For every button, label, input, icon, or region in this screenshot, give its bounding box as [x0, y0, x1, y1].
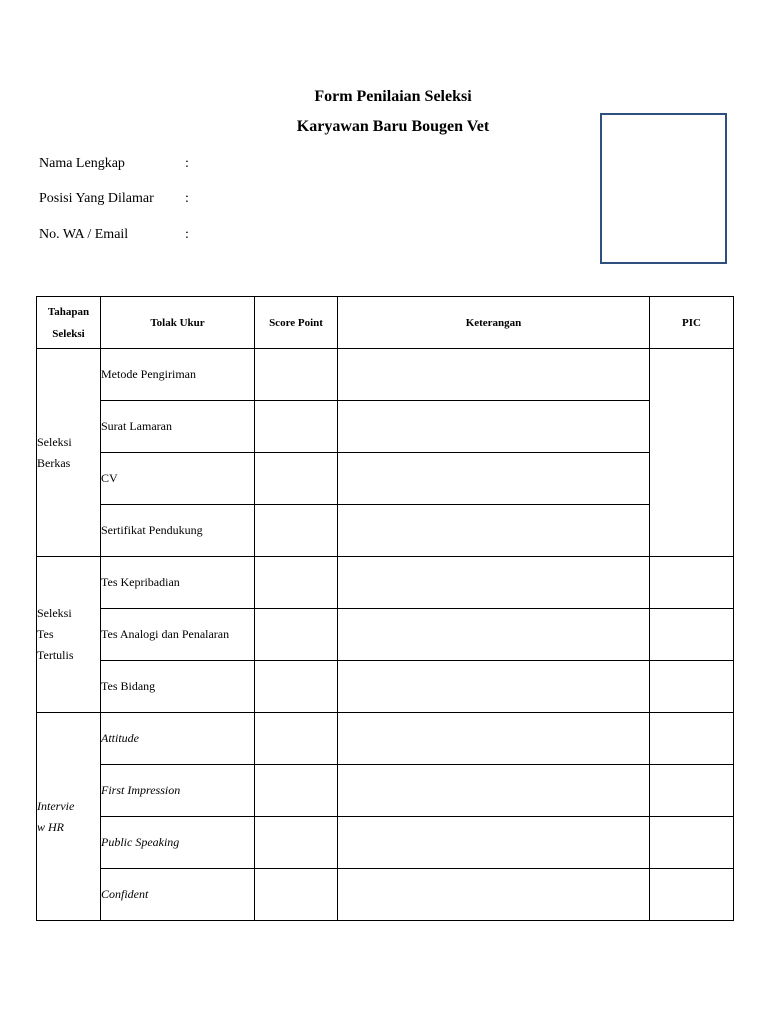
form-subtitle: Karyawan Baru Bougen Vet — [296, 118, 490, 135]
header-criteria: Tolak Ukur — [101, 297, 255, 349]
notes-cell[interactable] — [338, 869, 650, 921]
score-cell[interactable] — [255, 609, 338, 661]
table-header-row — [37, 297, 734, 349]
criterion-cell: Confident — [101, 869, 255, 921]
notes-cell[interactable] — [338, 661, 650, 713]
notes-cell[interactable] — [338, 609, 650, 661]
score-cell[interactable] — [255, 349, 338, 401]
header-stage-line1: Tahapan — [47, 305, 90, 318]
notes-cell[interactable] — [338, 453, 650, 505]
stage-cell — [37, 713, 101, 921]
header-score: Score Point — [255, 297, 338, 349]
pic-cell[interactable] — [650, 557, 734, 609]
stage-label-line: Seleksi — [37, 434, 72, 449]
criterion-cell: Public Speaking — [101, 817, 255, 869]
stage-label-line: w HR — [37, 819, 64, 834]
notes-cell[interactable] — [338, 401, 650, 453]
stage-label-line: Intervie — [37, 798, 75, 813]
criterion-cell: Metode Pengiriman — [101, 349, 255, 401]
stage-cell — [37, 557, 101, 713]
table-row — [37, 817, 734, 869]
table-row — [37, 557, 734, 609]
table-row — [37, 713, 734, 765]
photo-box — [600, 113, 727, 264]
stage-label-line: Tes — [37, 627, 54, 641]
stage-label-line: Tertulis — [37, 648, 74, 662]
field-label-posisi: Posisi Yang Dilamar — [39, 191, 154, 206]
pic-cell[interactable] — [650, 609, 734, 661]
table-row — [37, 401, 734, 453]
criterion-cell: Sertifikat Pendukung — [101, 505, 255, 557]
notes-cell[interactable] — [338, 713, 650, 765]
field-colon-kontak: : — [185, 227, 189, 242]
assessment-table — [36, 296, 734, 921]
field-colon-nama: : — [185, 156, 189, 171]
stage-label-line: Berkas — [37, 455, 71, 470]
notes-cell[interactable] — [338, 765, 650, 817]
field-label-kontak: No. WA / Email — [39, 227, 129, 242]
notes-cell[interactable] — [338, 505, 650, 557]
score-cell[interactable] — [255, 765, 338, 817]
field-label-nama: Nama Lengkap — [39, 156, 125, 171]
stage-label-line: Seleksi — [37, 606, 72, 620]
table-row — [37, 505, 734, 557]
score-cell[interactable] — [255, 661, 338, 713]
criterion-cell: Attitude — [101, 713, 255, 765]
header-pic: PIC — [650, 297, 734, 349]
field-colon-posisi: : — [185, 191, 189, 206]
table-row — [37, 765, 734, 817]
pic-cell[interactable] — [650, 869, 734, 921]
table-row — [37, 869, 734, 921]
criterion-cell: Tes Analogi dan Penalaran — [101, 609, 255, 661]
form-title: Form Penilaian Seleksi — [314, 88, 472, 105]
criterion-cell: Tes Kepribadian — [101, 557, 255, 609]
notes-cell[interactable] — [338, 349, 650, 401]
table-row — [37, 453, 734, 505]
notes-cell[interactable] — [338, 817, 650, 869]
notes-cell[interactable] — [338, 557, 650, 609]
table-row — [37, 661, 734, 713]
table-row — [37, 609, 734, 661]
score-cell[interactable] — [255, 557, 338, 609]
stage-cell — [37, 349, 101, 557]
pic-cell[interactable] — [650, 713, 734, 765]
criterion-cell: Surat Lamaran — [101, 401, 255, 453]
table-row — [37, 349, 734, 401]
score-cell[interactable] — [255, 817, 338, 869]
pic-cell[interactable] — [650, 817, 734, 869]
criterion-cell: Tes Bidang — [101, 661, 255, 713]
score-cell[interactable] — [255, 713, 338, 765]
score-cell[interactable] — [255, 453, 338, 505]
pic-cell[interactable] — [650, 765, 734, 817]
pic-cell[interactable] — [650, 349, 734, 557]
header-notes: Keterangan — [338, 297, 650, 349]
pic-cell[interactable] — [650, 661, 734, 713]
score-cell[interactable] — [255, 505, 338, 557]
criterion-cell: CV — [101, 453, 255, 505]
header-stage-line2: Seleksi — [52, 327, 85, 340]
score-cell[interactable] — [255, 869, 338, 921]
criterion-cell: First Impression — [101, 765, 255, 817]
header-stage — [37, 297, 101, 349]
score-cell[interactable] — [255, 401, 338, 453]
